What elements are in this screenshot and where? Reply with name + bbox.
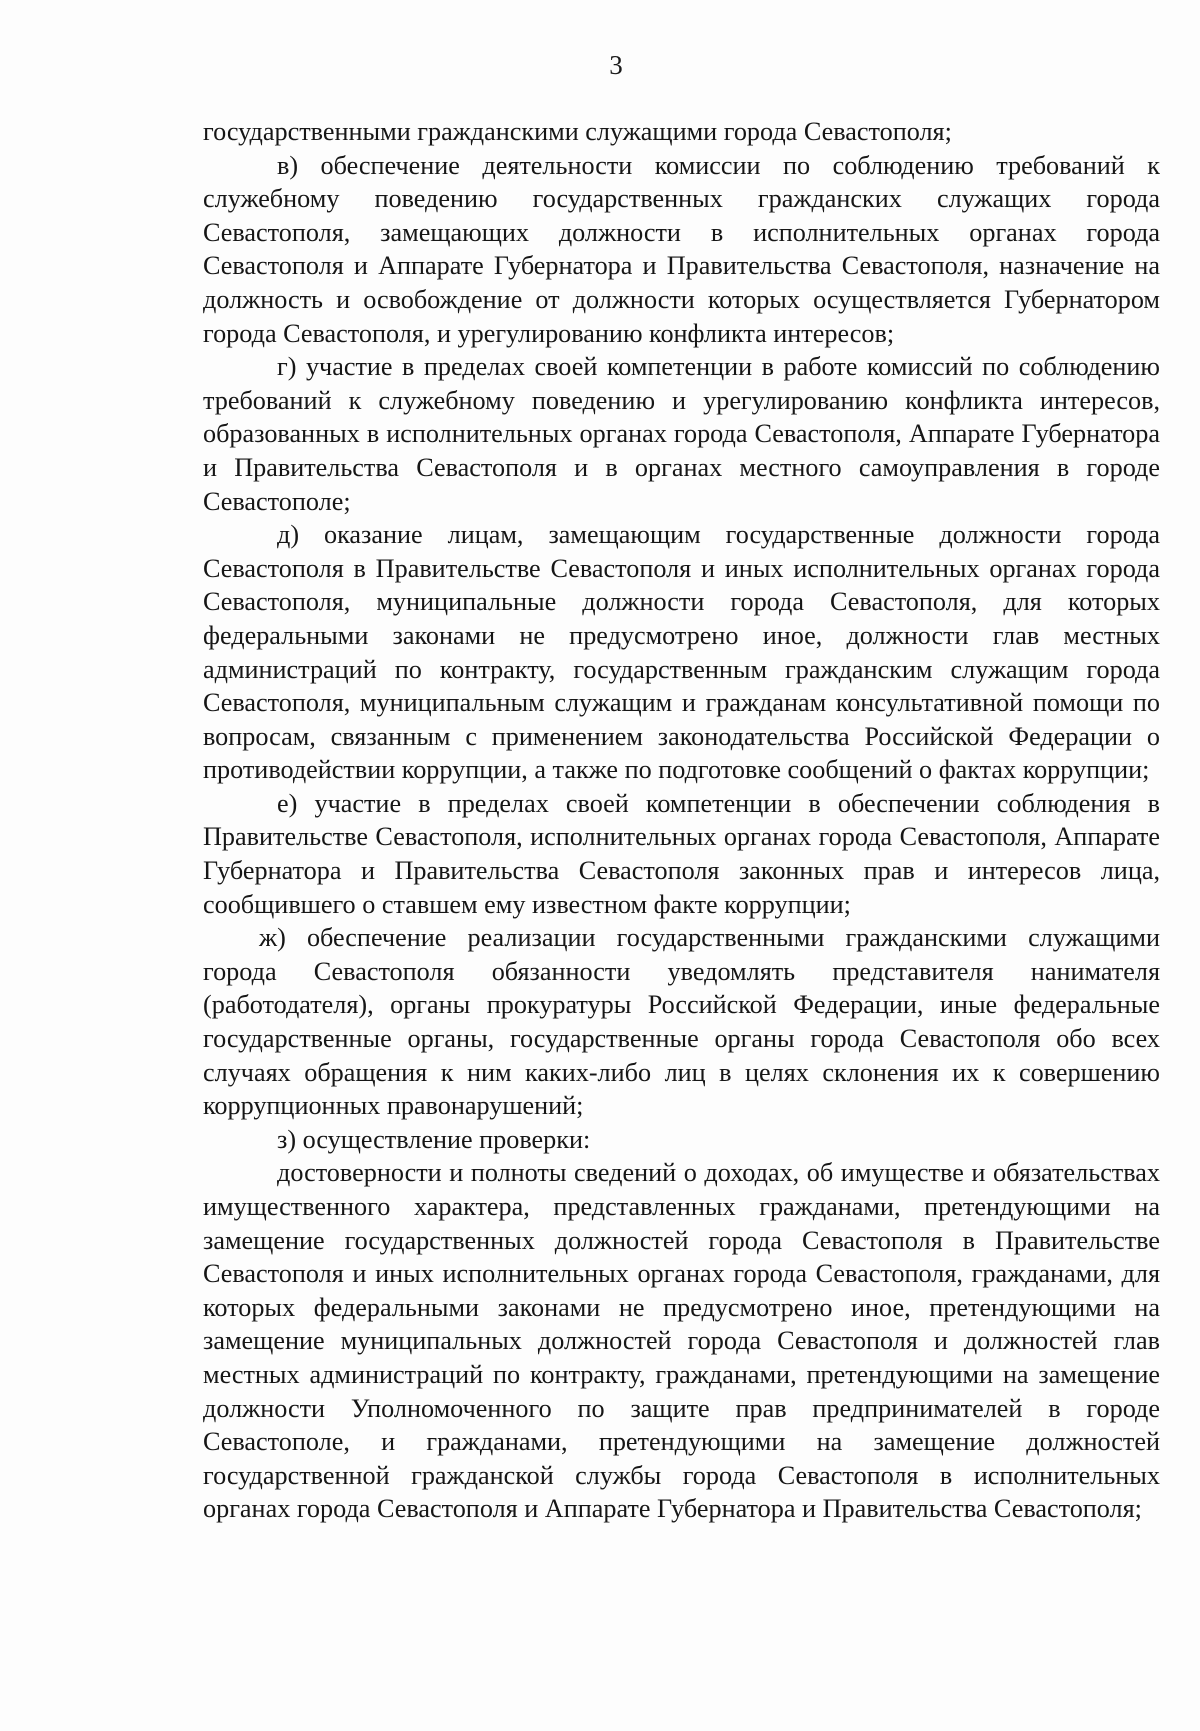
paragraph-d: д) оказание лицам, замещающим государственные должности города Севастополя в Правительстве Севастополя и иных исполнительных органах города Севастополя, муниципальные должности города Севастополя, для которых федеральными законами не предусмотрено иное, должности глав местных администраций по контракту, государственным гражданским служащим города Севастополя, муниципальным служащим и гражданам консультативной помощи по вопросам, связанным с применением законодательства Российской Федерации о противодействии коррупции, а также по подготовке сообщений о фактах коррупции; bbox=[203, 520, 1160, 785]
document-body bbox=[203, 115, 1160, 1526]
paragraph-g: г) участие в пределах своей компетенции в работе комиссий по соблюдению требований к служебному поведению и урегулированию конфликта интересов, образованных в исполнительных органах города Севастополя, Аппарате Губернатора и Правительства Севастополя и в органах местного самоуправления в городе Севастополе; bbox=[203, 352, 1160, 516]
paragraph-z: з) осуществление проверки: bbox=[277, 1124, 591, 1154]
paragraph-e: е) участие в пределах своей компетенции в обеспечении соблюдения в Правительстве Севастополя, исполнительных органах города Севастополя, Аппарате Губернатора и Правительства Севастополя законных прав и интересов лица, сообщившего о ставшем ему известном факте коррупции; bbox=[203, 788, 1160, 919]
paragraph-zh: ж) обеспечение реализации государственными гражданскими служащими города Севастополя обязанности уведомлять представителя нанимателя (работодателя), органы прокуратуры Российской Федерации, иные федеральные государственные органы, государственные органы города Севастополя обо всех случаях обращения к ним каких-либо лиц в целях склонения их к совершению коррупционных правонарушений; bbox=[203, 923, 1160, 1121]
paragraph-v: в) обеспечение деятельности комиссии по соблюдению требований к служебному поведению государственных гражданских служащих города Севастополя, замещающих должности в исполнительных органах города Севастополя и Аппарате Губернатора и Правительства Севастополя, назначение на должность и освобождение от должности которых осуществляется Губернатором города Севастополя, и урегулированию конфликта интересов; bbox=[203, 150, 1160, 348]
paragraph-continuation: государственными гражданскими служащими города Севастополя; bbox=[203, 117, 952, 146]
page-number: 3 bbox=[609, 50, 623, 80]
paragraph-verification-details: достоверности и полноты сведений о доходах, об имуществе и обязательствах имущественного характера, представленных гражданами, претендующими на замещение государственных должностей города Севастополя в Правительстве Севастополя и иных исполнительных органах города Севастополя, гражданами, для которых федеральными законами не предусмотрено иное, претендующими на замещение муниципальных должностей города Севастополя и должностей глав местных администраций по контракту, гражданами, претендующими на замещение должности Уполномоченного по защите прав предпринимателей в городе Севастополе, и гражданами, претендующими на замещение должностей государственной гражданской службы города Севастополя в исполнительных органах города Севастополя и Аппарате Губернатора и Правительства Севастополя; bbox=[203, 1158, 1160, 1524]
